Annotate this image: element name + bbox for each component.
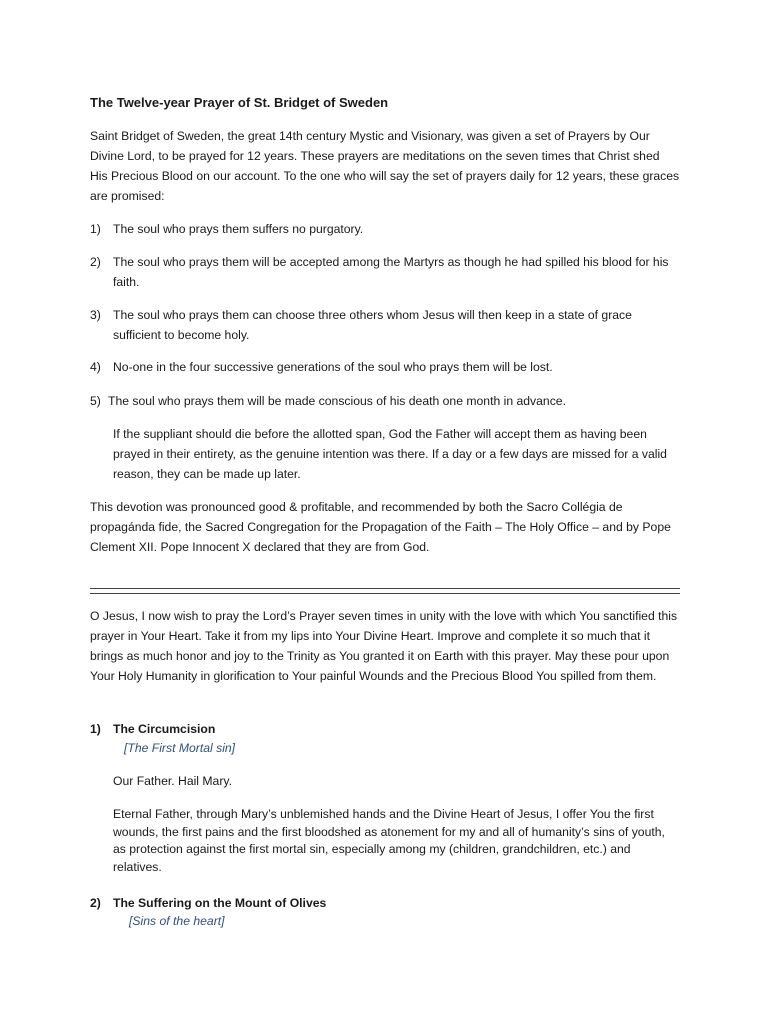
section-heading — [90, 719, 215, 739]
devotion-paragraph: This devotion was pronounced good & profitable, and recommended by both the Sacro Collégia de propagánda fide, the Sacred Congregation for the Propagation of the Faith – The Holy Office – and by Pope Clement XII. Pope Innocent X declared that they are from God. — [90, 500, 671, 554]
promise-number: 3) — [90, 308, 101, 322]
sin-label: [Sins of the heart] — [129, 914, 225, 928]
section-title: The Suffering on the Mount of Olives — [113, 896, 327, 910]
promise-number: 5) — [90, 394, 101, 408]
promise-item — [90, 391, 680, 411]
promise-text: The soul who prays them will be made conscious of his death one month in advance. — [108, 394, 566, 408]
promise-item — [90, 305, 680, 345]
note-paragraph: If the suppliant should die before the allotted span, God the Father will accept them as having been prayed in their entirety, as the genuine intention was there. If a day or a few days are missed for a valid reason, they can be made up later. — [113, 427, 667, 481]
section-heading — [90, 893, 326, 913]
promise-text: The soul who prays them can choose three others whom Jesus will then keep in a state of grace sufficient to become holy. — [113, 308, 632, 342]
our-father-line: Our Father. Hail Mary. — [113, 774, 232, 788]
promise-item — [90, 357, 680, 377]
promise-number: 2) — [90, 255, 101, 269]
offering-paragraph: Eternal Father, through Mary’s unblemished hands and the Divine Heart of Jesus, I offer You the first wounds, the first pains and the first bloodshed as atonement for my and all of humanity’s sins of youth, as protection against the first mortal sin, especially among my (children, grandchildren, etc.) and relatives. — [113, 807, 665, 874]
promise-number: 4) — [90, 360, 101, 374]
document-title: The Twelve-year Prayer of St. Bridget of Sweden — [90, 95, 389, 110]
double-divider — [90, 588, 680, 594]
promise-number: 1) — [90, 222, 101, 236]
promise-text: No-one in the four successive generations of the soul who prays them will be lost. — [113, 360, 553, 374]
section-title: The Circumcision — [113, 722, 216, 736]
promise-text: The soul who prays them suffers no purgatory. — [113, 222, 364, 236]
section-number: 2) — [90, 896, 101, 910]
opening-prayer: O Jesus, I now wish to pray the Lord’s Prayer seven times in unity with the love with which You sanctified this prayer in Your Heart. Take it from my lips into Your Divine Heart. Improve and complete it so much that it brings as much honor and joy to the Trinity as You granted it on Earth with this prayer. May these pour upon Your Holy Humanity in glorification to Your painful Wounds and the Precious Blood You spilled from them. — [90, 609, 678, 683]
section-number: 1) — [90, 722, 101, 736]
sin-label: [The First Mortal sin] — [124, 741, 236, 755]
promise-item — [90, 252, 680, 292]
intro-paragraph: Saint Bridget of Sweden, the great 14th century Mystic and Visionary, was given a set of Prayers by Our Divine Lord, to be prayed for 12 years. These prayers are meditations on the seven times that Christ shed His Precious Blood on our account. To the one who will say the set of prayers daily for 12 years, these graces are promised: — [90, 129, 680, 203]
promise-text: The soul who prays them will be accepted among the Martyrs as though he had spilled his blood for his faith. — [113, 255, 669, 289]
promise-item — [90, 219, 680, 239]
